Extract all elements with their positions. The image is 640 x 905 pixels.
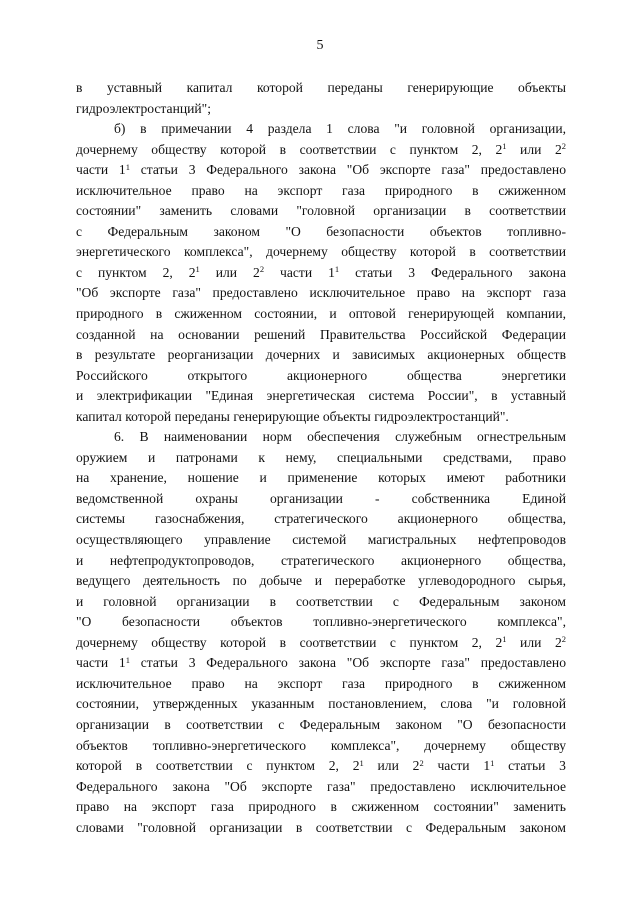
text-line: исключительное право на экспорт газа природного в сжиженном <box>76 182 566 198</box>
text-line: капитал которой переданы генерирующие объекты гидроэлектростанций". <box>76 408 509 424</box>
text-line: Российского открытого акционерного общества энергетики <box>76 367 566 383</box>
paragraph-b-start: б) в примечании 4 раздела 1 слова "и головной организации, <box>114 121 566 137</box>
text-line: словами "головной организации в соответствии с Федеральным законом <box>76 819 566 835</box>
text-line: ведущего деятельность по добыче и переработке углеводородного сырья, <box>76 573 566 589</box>
text-line: дочернему обществу которой в соответствии с пунктом 2, $2^1$ или $2^2$ <box>76 141 566 157</box>
page-number: 5 <box>316 38 324 53</box>
text-line: в результате реорганизации дочерних и зависимых акционерных обществ <box>76 347 566 363</box>
text-line: системы газоснабжения, стратегического акционерного общества, <box>76 511 566 527</box>
text-line: осуществляющего управление системой магистральных нефтепроводов <box>76 532 566 548</box>
text-line: в уставный капитал которой переданы генерирующие объекты <box>76 80 566 95</box>
text-line: которой в соответствии с пунктом 2, $2^1$ или $2^2$ части $1^1$ статьи 3 <box>76 757 566 774</box>
text-line: "О безопасности объектов топливно-энергетического комплекса", <box>76 614 566 630</box>
text-line: созданной на основании решений Правительства Российской Федерации <box>76 326 566 342</box>
text-line: и электрификации "Единая энергетическая система России", в уставный <box>76 388 566 404</box>
text-line: организации в соответствии с Федеральным законом "О безопасности <box>76 716 566 732</box>
text-line: и нефтепродуктопроводов, стратегического акционерного общества, <box>76 552 566 568</box>
text-line: ведомственной охраны организации - собственника Единой <box>76 490 566 506</box>
text-line: энергетического комплекса", дочернему обществу которой в соответствии <box>76 244 566 260</box>
text-line: состоянии" заменить словами "головной организации в соответствии <box>76 203 566 219</box>
text-line: объектов топливно-энергетического комплекса", дочернему обществу <box>76 737 566 753</box>
text-line: "Об экспорте газа" предоставлено исключительное право на экспорт газа <box>76 285 566 301</box>
text-line: части $1^1$ статьи 3 Федерального закона "Об экспорте газа" предоставлено <box>76 654 566 671</box>
text-line: Федерального закона "Об экспорте газа" предоставлено исключительное <box>76 778 566 794</box>
paragraph-6-start: 6. В наименовании норм обеспечения служебным огнестрельным <box>114 429 566 445</box>
text-line: с Федеральным законом "О безопасности объектов топливно- <box>76 223 566 239</box>
text-line: дочернему обществу которой в соответствии с пунктом 2, $2^1$ или $2^2$ <box>76 634 566 650</box>
text-line: право на экспорт газа природного в сжиженном состоянии" заменить <box>76 799 566 815</box>
text-line: на хранение, ношение и применение которых имеют работники <box>76 470 566 486</box>
text-line: природного в сжиженном состоянии, и оптовой генерирующей компании, <box>76 306 566 322</box>
text-line: оружием и патронами к нему, специальными средствами, право <box>76 449 566 465</box>
text-line: и головной организации в соответствии с Федеральным законом <box>76 593 566 609</box>
text-line: состоянии, утвержденных указанным постановлением, слова "и головной <box>76 696 566 712</box>
text-line: исключительное право на экспорт газа природного в сжиженном <box>76 675 566 691</box>
text-line: с пунктом 2, $2^1$ или $2^2$ части $1^1$ статьи 3 Федерального закона <box>76 264 566 280</box>
text-line: гидроэлектростанций"; <box>76 100 211 116</box>
document-body <box>76 78 566 838</box>
text-line: части $1^1$ статьи 3 Федерального закона "Об экспорте газа" предоставлено <box>76 161 566 178</box>
